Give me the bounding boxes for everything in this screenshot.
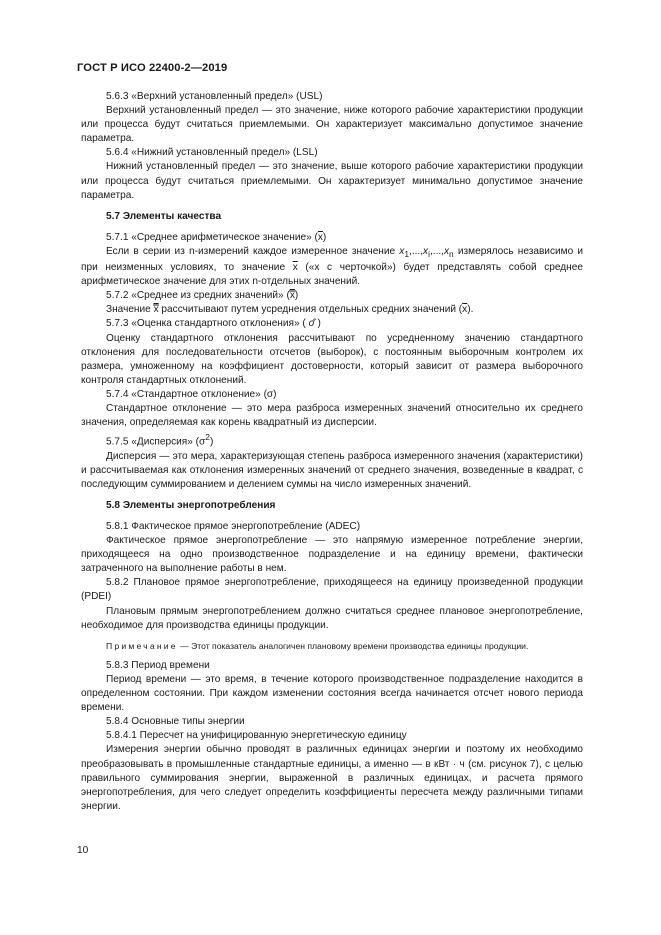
clause-5-6-4-title: 5.6.4 «Нижний установленный предел» (LSL) — [106, 147, 318, 159]
document-header: ГОСТ Р ИСО 22400-2—2019 — [77, 62, 228, 74]
clause-5-7-2-text: Значение x̿ рассчитывают путем усреднения отдельных средних значений $(\overline{x})$. — [106, 304, 474, 316]
x-bar-symbol: $\overline{x}$ — [292, 262, 298, 274]
clause-5-8-3-title: 5.8.3 Период времени — [106, 659, 210, 671]
x-bar-symbol: $\overline{x}$ — [462, 304, 468, 316]
note-text: — Этот показатель аналогичен плановому времени производства единицы продукции. — [177, 640, 529, 651]
clause-5-7-1-text: Если в серии из n-измерений каждое измеренное значение $x_1,...,x_i,...,x_n$ измерялось независимо и при неизменных условиях, то значение $\overline{x}$ («х с черточкой») будет представлять собой среднее арифметическое значение для этих n-отдельных значений. — [81, 245, 583, 288]
x-bar-symbol: $\overline{x}$ — [317, 231, 323, 243]
clause-5-8-4-1-text: Измерения энергии обычно проводят в различных единицах энергии и поэтому их необходимо преобразовывать в промышленные стандартные единицы, а именно — в кВт · ч (см. рисунок 7), с целью правильного суммирования энергии, выраженной в различных единицах, и расчета прямого энергопотребления, для чего следует определить коэффициенты пересчета между различными типами энергии. — [81, 744, 583, 812]
clause-5-7-3-text: Оценку стандартного отклонения рассчитывают по усредненному значению стандартного отклонения для последовательности отсчетов (выборок), с постоянным выборочным контролем их размера, умноженному на коэффициент достоверности, который зависит от размера выборочного контроля стандартных отклонений. — [81, 332, 583, 386]
clause-5-7-2-title: 5.7.2 «Среднее из средних значений» (x̿) — [106, 290, 299, 302]
note-label: Примечание — [106, 640, 178, 651]
clause-5-6-3-title: 5.6.3 «Верхний установленный предел» (USL) — [106, 91, 323, 102]
section-5-7-title: 5.7 Элементы качества — [106, 210, 222, 222]
page-content — [81, 90, 583, 814]
clause-5-8-2-text: Плановым прямым энергопотреблением должно считаться среднее плановое энергопотребление, необходимое для производства единицы продукции. — [81, 605, 583, 631]
clause-5-7-4-text: Стандартное отклонение — это мера разброса измеренных значений относительно их среднего значения, определяемая как корень квадратный из дисперсии. — [81, 402, 583, 429]
clause-5-8-4-title: 5.8.4 Основные типы энергии — [106, 716, 245, 728]
section-5-8-title: 5.8 Элементы энергопотребления — [106, 499, 276, 511]
clause-5-7-1-title: 5.7.1 «Среднее арифметическое значение» $(\overline{x})$ — [106, 231, 327, 243]
clause-5-8-3-text: Период времени — это время, в течение которого производственное подразделение находится в определенном состоянии. При каждом изменении состояния всегда начинается отсчет нового периода времени. — [81, 673, 583, 714]
x-double-bar-symbol: x̿ — [153, 304, 159, 316]
clause-5-8-4-1-title: 5.8.4.1 Пересчет на унифицированную энергетическую единицу — [106, 730, 407, 742]
clause-5-7-5-text: Дисперсия — это мера, характеризующая степень разброса измеренного значения (характеристики) и рассчитываемая как отклонения измеренных значений от среднего значения, возведенные в квадрат, с последующим суммированием и делением суммы на число измеренных значений. — [81, 450, 583, 490]
clause-5-6-4-text: Нижний установленный предел — это значение, выше которого рабочие характеристики продукции или процесса будут считаться приемлемыми. Он характеризует минимально допустимое значение параметра. — [81, 161, 583, 201]
x-double-bar-symbol: x̿ — [289, 290, 295, 302]
clause-5-7-5-title: 5.7.5 «Дисперсия» $(\sigma^2)$ — [106, 432, 214, 448]
clause-5-8-1-title: 5.8.1 Фактическое прямое энергопотребление (ADEC) — [106, 521, 361, 532]
note — [106, 639, 583, 653]
page-number: 10 — [77, 845, 89, 856]
clause-5-8-2-title: 5.8.2 Плановое прямое энергопотребление, приходящееся на единицу произведенной продукции (PDEI) — [81, 577, 583, 603]
clause-5-7-4-title: 5.7.4 «Стандартное отклонение» (σ) — [106, 388, 277, 400]
clause-5-7-3-title: 5.7.3 «Оценка стандартного отклонения» ( σ̂ ) — [106, 318, 321, 330]
sigma-hat-symbol: σ̂ — [308, 318, 315, 330]
clause-5-6-3-text: Верхний установленный предел — это значение, ниже которого рабочие характеристики продукции или процесса будут считаться приемлемыми. Он характеризует максимально допустимое значение параметра. — [81, 105, 583, 145]
clause-5-8-1-text: Фактическое прямое энергопотребление — это напрямую измеренное потребление энергии, приходящееся на одно производственное подразделение и на единицу времени, фактически затраченного на выполнение работы в нем. — [81, 535, 583, 575]
